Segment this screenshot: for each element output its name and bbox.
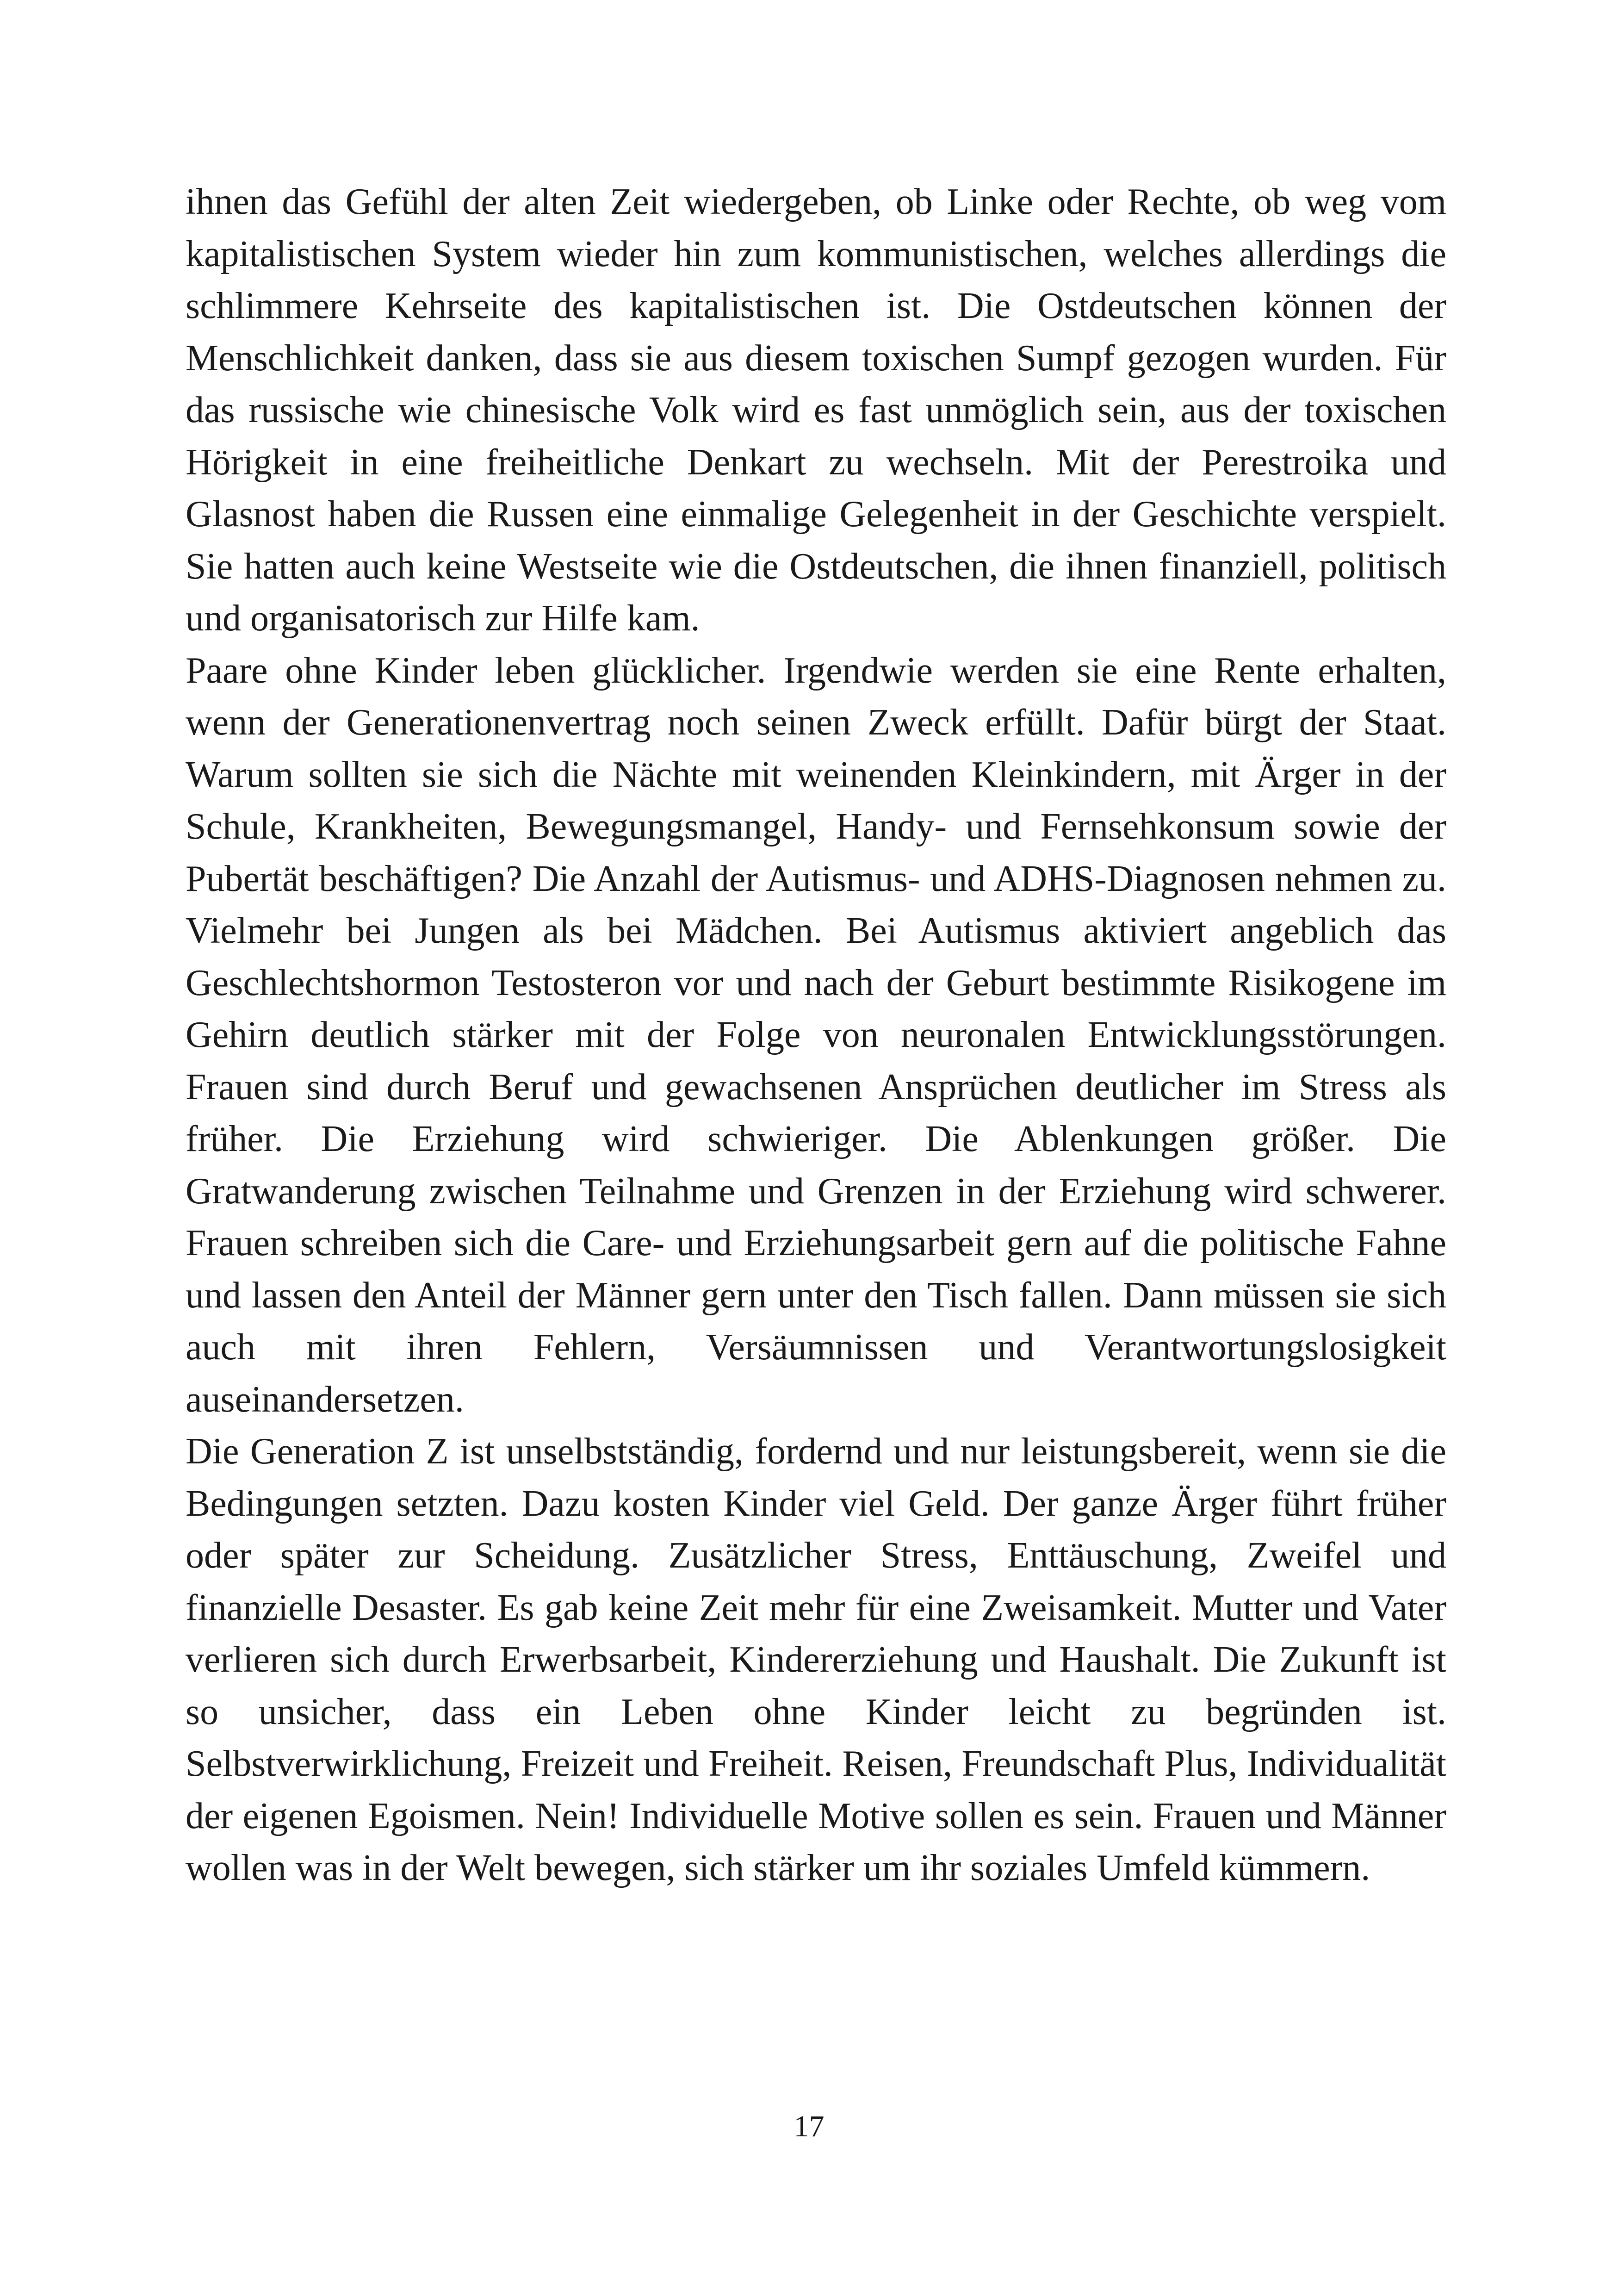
body-text — [186, 176, 1446, 1894]
paragraph-2: Paare ohne Kinder leben glücklicher. Irgendwie werden sie eine Rente erhalten, wenn der Generationenvertrag noch seinen Zweck erfüllt. Dafür bürgt der Staat. Warum sollten sie sich die Nächte mit weinenden Kleinkindern, mit Ärger in der Schule, Krankheiten, Bewegungsmangel, Handy- und Fernsehkonsum sowie der Pubertät beschäftigen? Die Anzahl der Autismus- und ADHS-Diagnosen nehmen zu. Vielmehr bei Jungen als bei Mädchen. Bei Autismus aktiviert angeblich das Geschlechtshormon Testosteron vor und nach der Geburt bestimmte Risikogene im Gehirn deutlich stärker mit der Folge von neuronalen Entwicklungsstörungen. Frauen sind durch Beruf und gewachsenen Ansprüchen deutlicher im Stress als früher. Die Erziehung wird schwieriger. Die Ablenkungen größer. Die Gratwanderung zwischen Teilnahme und Grenzen in der Erziehung wird schwerer. Frauen schreiben sich die Care- und Erziehungsarbeit gern auf die politische Fahne und lassen den Anteil der Männer gern unter den Tisch fallen. Dann müssen sie sich auch mit ihren Fehlern, Versäumnissen und Verantwortungslosigkeit auseinandersetzen. — [186, 650, 1446, 1420]
page-number: 17 — [794, 2109, 824, 2143]
paragraph-1: ihnen das Gefühl der alten Zeit wiedergeben, ob Linke oder Rechte, ob weg vom kapitalistischen System wieder hin zum kommunistischen, welches allerdings die schlimmere Kehrseite des kapitalistischen ist. Die Ostdeutschen können der Menschlichkeit danken, dass sie aus diesem toxischen Sumpf gezogen wurden. Für das russische wie chinesische Volk wird es fast unmöglich sein, aus der toxischen Hörigkeit in eine freiheitliche Denkart zu wechseln. Mit der Perestroika und Glasnost haben die Russen eine einmalige Gelegenheit in der Geschichte verspielt. Sie hatten auch keine Westseite wie die Ostdeutschen, die ihnen finanziell, politisch und organisatorisch zur Hilfe kam. — [186, 181, 1446, 639]
paragraph-3: Die Generation Z ist unselbstständig, fordernd und nur leistungsbereit, wenn sie die Bedingungen setzten. Dazu kosten Kinder viel Geld. Der ganze Ärger führt früher oder später zur Scheidung. Zusätzlicher Stress, Enttäuschung, Zweifel und finanzielle Desaster. Es gab keine Zeit mehr für eine Zweisamkeit. Mutter und Vater verlieren sich durch Erwerbsarbeit, Kindererziehung und Haushalt. Die Zukunft ist so unsicher, dass ein Leben ohne Kinder leicht zu begründen ist. Selbstverwirklichung, Freizeit und Freiheit. Reisen, Freundschaft Plus, Individualität der eigenen Egoismen. Nein! Individuelle Motive sollen es sein. Frauen und Männer wollen was in der Welt bewegen, sich stärker um ihr soziales Umfeld kümmern. — [186, 1431, 1446, 1888]
